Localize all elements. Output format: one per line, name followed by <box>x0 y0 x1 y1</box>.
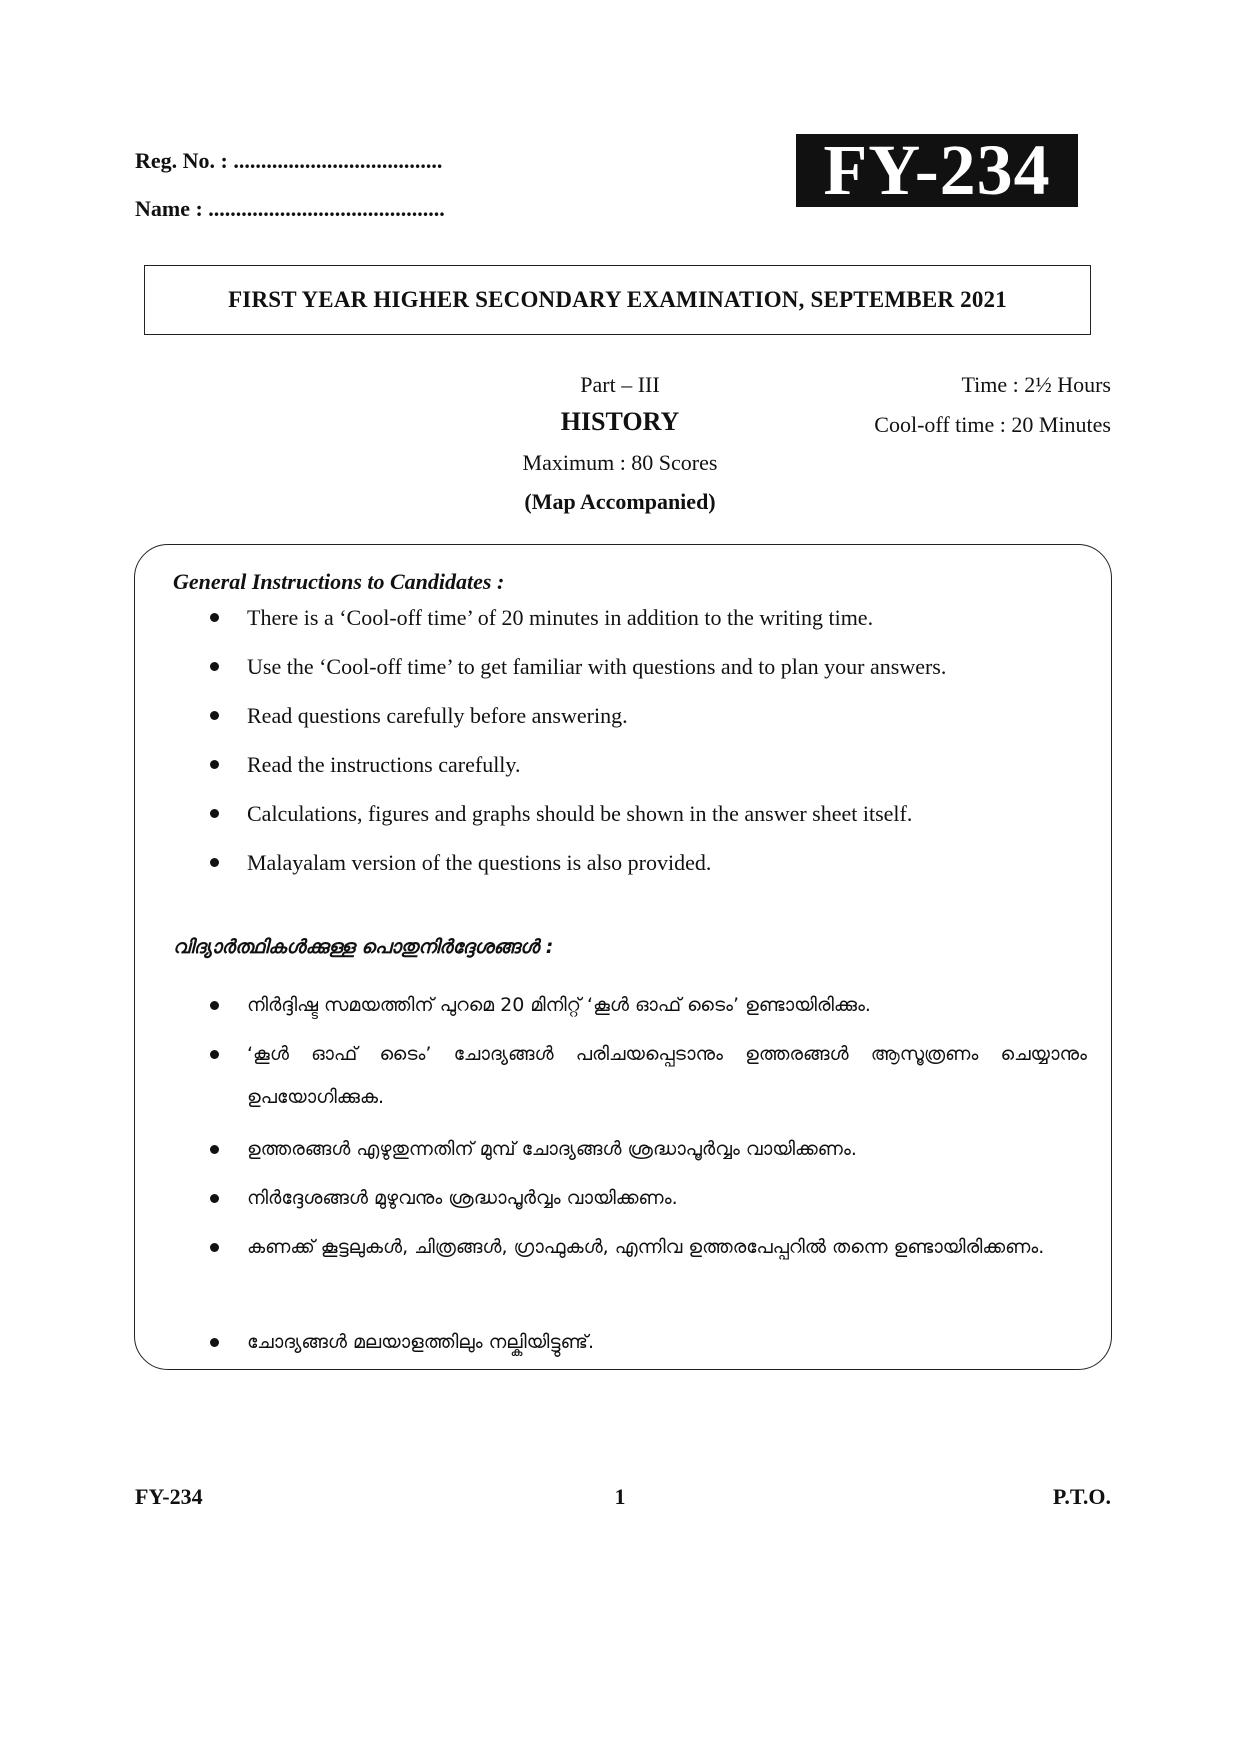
bullet-icon <box>210 1145 219 1154</box>
please-turn-over: P.T.O. <box>1052 1484 1111 1509</box>
maximum-scores: Maximum : 80 Scores <box>522 450 718 475</box>
bullet-icon <box>210 613 219 622</box>
instruction-item: Use the ‘Cool-off time’ to get familiar with questions and to plan your answers. <box>247 645 1087 688</box>
malayalam-instructions-heading: വിദ്യാർത്ഥികൾക്കുള്ള പൊതുനിർദ്ദേശങ്ങൾ : <box>173 936 554 958</box>
exam-title: FIRST YEAR HIGHER SECONDARY EXAMINATION, SEPTEMBER 2021 <box>228 287 1007 312</box>
footer-paper-code: FY-234 <box>135 1484 203 1509</box>
bullet-icon <box>210 858 219 867</box>
bullet-icon <box>210 1001 219 1010</box>
name-field: Name : ........................................... <box>135 196 445 221</box>
page-number: 1 <box>614 1484 626 1509</box>
instruction-item: ‘കൂൾ ഓഫ് ടൈം’ ചോദ്യങ്ങൾ പരിചയപ്പെടാനും ഉത്തരങ്ങൾ ആസൂത്രണം ചെയ്യാനും ഉപയോഗിക്കുക. <box>247 1033 1087 1119</box>
instruction-item: നിർദ്ദിഷ്ട സമയത്തിന് പുറമെ 20 മിനിറ്റ് ‘കൂൾ ഓഫ് ടൈം’ ഉണ്ടായിരിക്കും. <box>247 984 1087 1027</box>
bullet-icon <box>210 1338 219 1347</box>
cool-off-time: Cool-off time : 20 Minutes <box>874 412 1111 437</box>
exam-title-box <box>144 265 1091 335</box>
instruction-item: Malayalam version of the questions is also provided. <box>247 841 1087 884</box>
bullet-icon <box>210 809 219 818</box>
reg-number-field: Reg. No. : ...................................... <box>135 148 443 173</box>
instruction-item: There is a ‘Cool-off time’ of 20 minutes in addition to the writing time. <box>247 596 1087 639</box>
instruction-item: Calculations, figures and graphs should be shown in the answer sheet itself. <box>247 792 1087 835</box>
bullet-icon <box>210 1243 219 1252</box>
paper-code-badge: FY-234 <box>796 134 1078 207</box>
instruction-item: Read the instructions carefully. <box>247 743 1087 786</box>
paper-part: Part – III <box>580 372 660 397</box>
subject-title: HISTORY <box>560 407 680 436</box>
instruction-item: കണക്ക് കൂട്ടലുകൾ, ചിത്രങ്ങൾ, ഗ്രാഫുകൾ, എന്നിവ ഉത്തരപേപ്പറിൽ തന്നെ ഉണ്ടായിരിക്കണം. <box>247 1226 1087 1269</box>
instruction-item: നിർദ്ദേശങ്ങൾ മുഴുവനും ശ്രദ്ധാപൂർവ്വം വായിക്കണം. <box>247 1177 1087 1220</box>
bullet-icon <box>210 711 219 720</box>
map-accompanied-note: (Map Accompanied) <box>524 489 716 514</box>
bullet-icon <box>210 1194 219 1203</box>
bullet-icon <box>210 662 219 671</box>
bullet-icon <box>210 1050 219 1059</box>
english-instructions-heading: General Instructions to Candidates : <box>173 569 505 594</box>
instruction-item: Read questions carefully before answering. <box>247 694 1087 737</box>
bullet-icon <box>210 760 219 769</box>
instruction-item: ഉത്തരങ്ങൾ എഴുതുന്നതിന് മുമ്പ് ചോദ്യങ്ങൾ ശ്രദ്ധാപൂർവ്വം വായിക്കണം. <box>247 1128 1087 1171</box>
instructions-box <box>134 544 1112 1370</box>
instruction-item: ചോദ്യങ്ങൾ മലയാളത്തിലും നല്കിയിട്ടുണ്ട്. <box>247 1321 1087 1364</box>
exam-time: Time : 2½ Hours <box>961 372 1111 397</box>
